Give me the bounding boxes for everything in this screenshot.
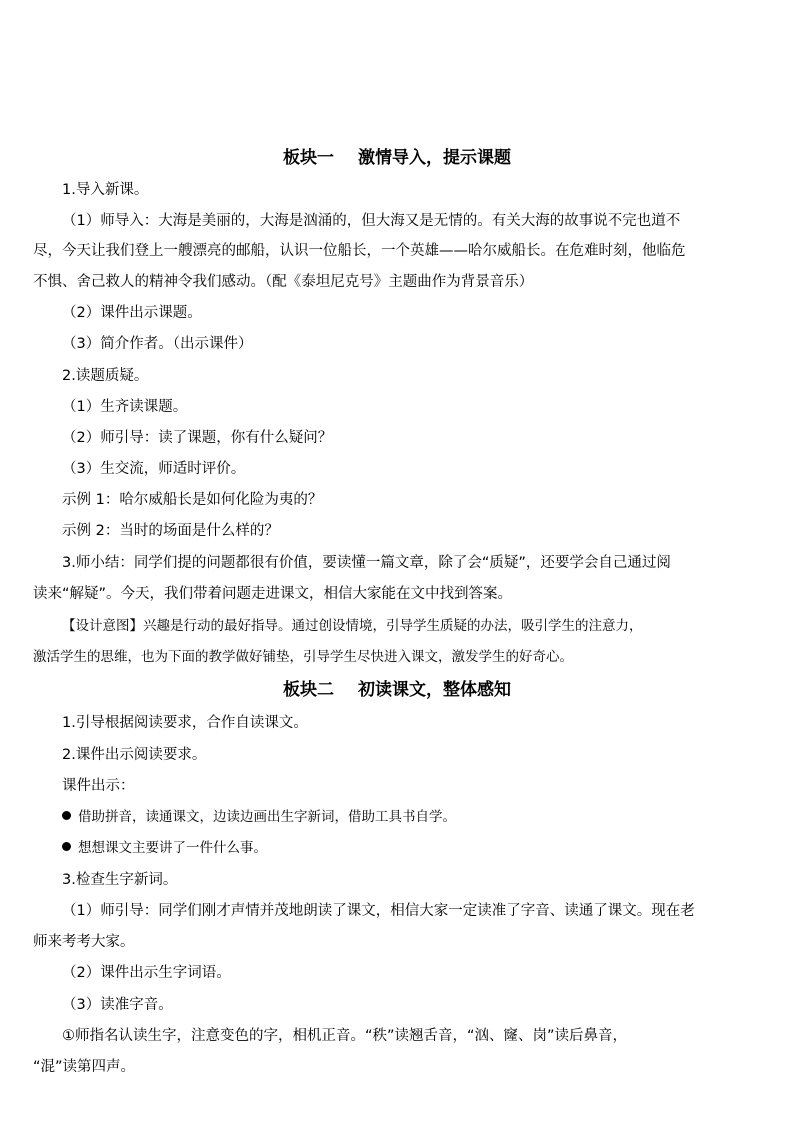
- paragraph-line: 尽，今天让我们登上一艘漂亮的邮船，认识一位船长，一个英雄——哈尔威船长。在危难时刻，他临危: [33, 243, 686, 259]
- paragraph-line: 1.导入新课。: [62, 182, 149, 198]
- paragraph-line: 3.师小结：同学们提的问题都很有价值，要读懂一篇文章，除了会“质疑”，还要学会自己通过阅: [62, 555, 671, 571]
- paragraph-line: 2.读题质疑。: [62, 368, 149, 384]
- section-heading-1-title: 激情导入，提示课题: [358, 148, 511, 168]
- bullet-item: [62, 807, 456, 827]
- bullet-dot-icon: [62, 842, 71, 851]
- paragraph-line: “混”读第四声。: [33, 1059, 136, 1075]
- paragraph-line: （2）课件出示课题。: [62, 305, 202, 321]
- paragraph-line: （1）师引导：同学们刚才声情并茂地朗读了课文，相信大家一定读准了字音、读通了课文。现在老: [62, 903, 695, 919]
- design-intent-line: 激活学生的思维，也为下面的教学做好铺垫，引导学生尽快进入课文，激发学生的好奇心。: [33, 649, 573, 665]
- section-heading-2-title: 初读课文，整体感知: [358, 680, 511, 700]
- paragraph-line: 示例 2：当时的场面是什么样的？: [62, 523, 279, 539]
- section-heading-2-label: 板块二: [283, 680, 334, 700]
- paragraph-line: 示例 1：哈尔威船长是如何化险为夷的？: [62, 492, 323, 508]
- section-heading-1: [0, 147, 794, 169]
- paragraph-line: 3.检查生字新词。: [62, 872, 178, 888]
- bullet-text: 借助拼音，读通课文，边读边画出生字新词，借助工具书自学。: [78, 809, 456, 825]
- paragraph-line: （1）师导入：大海是美丽的，大海是汹涌的，但大海又是无情的。有关大海的故事说不完也道不: [62, 213, 681, 229]
- paragraph-line: 1.引导根据阅读要求，合作自读课文。: [62, 715, 308, 731]
- paragraph-line: （2）师引导：读了课题，你有什么疑问？: [62, 430, 333, 446]
- paragraph-line: 读来“解疑”。今天，我们带着问题走进课文，相信大家能在文中找到答案。: [33, 586, 513, 602]
- paragraph-line: （2）课件出示生字词语。: [62, 965, 231, 981]
- paragraph-line: 2.课件出示阅读要求。: [62, 747, 207, 763]
- bullet-text: 想想课文主要讲了一件什么事。: [78, 840, 267, 856]
- section-heading-1-label: 板块一: [283, 148, 334, 168]
- bullet-dot-icon: [62, 811, 71, 820]
- paragraph-line: 师来考考大家。: [33, 934, 135, 950]
- design-intent-line: 【设计意图】兴趣是行动的最好指导。通过创设情境，引导学生质疑的办法，吸引学生的注意力，: [62, 618, 643, 634]
- paragraph-line: （3）简介作者。（出示课件）: [62, 336, 253, 352]
- paragraph-line: （3）读准字音。: [62, 997, 173, 1013]
- section-heading-2: [0, 679, 794, 701]
- paragraph-line: （1）生齐读课题。: [62, 399, 188, 415]
- bullet-item: [62, 838, 267, 858]
- paragraph-line: （3）生交流，师适时评价。: [62, 461, 246, 477]
- paragraph-line: 不惧、舍己救人的精神令我们感动。（配《泰坦尼克号》主题曲作为背景音乐）: [33, 274, 534, 290]
- paragraph-line: 课件出示：: [62, 778, 135, 794]
- paragraph-line: ①师指名认读生字，注意变色的字，相机正音。“秩”读翘舌音，“汹、窿、岗”读后鼻音，: [62, 1028, 628, 1044]
